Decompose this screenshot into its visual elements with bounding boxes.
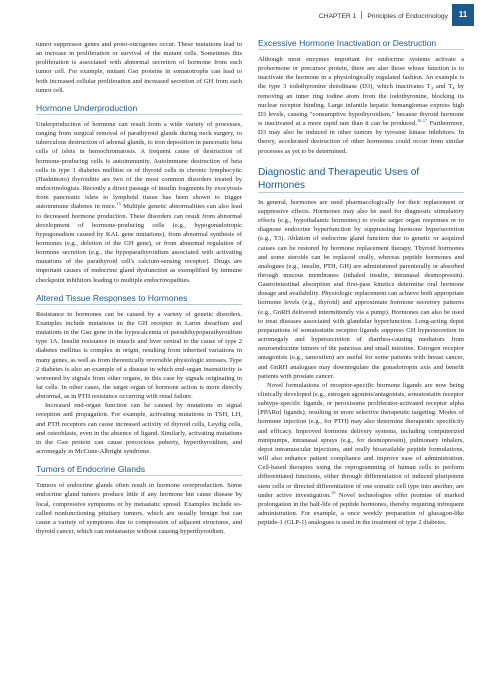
chapter-title: Principles of Endocrinology (367, 13, 448, 20)
header-separator (361, 11, 362, 19)
tumors-paragraph: Tumors of endocrine glands often result in hormone overproduction. Some endocrine gland tumors produce little if any hormone but cause disease by local, compressive symptoms or by metastatic spread. Examples include so-called nonfunctioning pituitary tumors, which are usually benign but can cause a variety of symptoms due to compression of adjacent structures, and thyroid cancer, which can metastasize without causing hyperthyroidism. (36, 482, 242, 536)
altered-tissue-paragraph-1: Resistance to hormones can be caused by a variety of genetic disorders. Examples include mutations in the GH receptor in Laron dwarfism and mutations in the Gsα gene in the hypocalcemia of pseudohypoparathyroidism type 1A. Insulin resistance in muscle and liver central to the cause of type 2 diabetes mellitus is complex in origin, resulting from inherited variations in many genes, as well as from theoretically reversible physiologic stresses. Type 2 diabetes is also an example of a disease in which end-organ insensitivity is worsened by signals from other organs, in this case by signals originating in fat cells. In other cases, the target organ of hormone action is more directly abnormal, as in PTH resistance occurring with renal failure. (36, 310, 242, 401)
section-heading-underproduction: Hormone Underproduction (36, 102, 138, 113)
inactivation-text-c: by removing an inner ring iodine atom from the iodothyronine, blocking its nuclear receptor binding. Large infantile hepatic hemangiomas express high D3 levels, causing "consumptive hypothyroidism," because thyroid hormone is inactivated at a more rapid rate than it can be produced. (258, 83, 464, 128)
reference-16-17[interactable]: 16,17 (416, 118, 428, 124)
inactivation-text-a: Although most enzymes important for endocrine systems activate a prohormone or precursor protein, there are also those whose function is to inactivate the hormone in a physiologically regulated fashion. An example is the type 3 iodothyronine deiodinase (D3), which inactivates T (258, 56, 464, 91)
section-rule (36, 114, 242, 115)
altered-tissue-paragraph-2: Increased end-organ function can be caused by mutations in signal reception and propagation. For example, activating mutations in TSH, LH, and PTH receptors can cause increased activity of thyroid cells, Leydig cells, and osteoblasts, even in the absence of ligand. Similarly, activating mutations in the Gsα protein can cause precocious puberty, hyperthyroidism, and acromegaly in McCune-Albright syndrome. (36, 402, 242, 456)
inactivation-text-b: and T (432, 83, 453, 91)
intro-paragraph: tumor suppressor genes and proto-oncogenes occur. These mutations lead to an increase in proliferation or survival of the mutant cells. Sometimes this proliferation is associated with abnormal secretion of hormone from each tumor cell. For example, mutant Gsα proteins in somatotrophs can lead to both increased cellular proliferation and increased secretion of GH from each tumor cell. (36, 41, 242, 94)
left-column (36, 40, 242, 536)
subscript-3: 3 (430, 85, 433, 91)
diagnostic-text-a: Novel formulations of receptor-specific hormone ligands are now being clinically developed (e.g., estrogen agonists/antagonists, somatostatin receptor subtype-specific ligands, or peroxisome proliferator-activated receptor alpha [PPARα] ligands), resulting in more selective therapeutic targeting. Modes of hormone injection (e.g., for PTH) may also determine therapeutic specificity and efficacy. Improved hormone delivery systems, including computerized minipumps, intranasal sprays (e.g., for desmopressin), pulmonary inhalers, depot intramuscular injections, and orally bioavailable peptide formulations, will also enhance patient compliance and improve ease of administration. Cell-based therapies using the reprogramming of human cells to perform differentiated functions, either through differentiation of induced pluripotent stem cells or directed differentiation of one somatic cell type into another, are under active investigation. (258, 381, 464, 499)
page-header (0, 0, 500, 34)
reference-18[interactable]: 18 (330, 489, 336, 495)
inactivation-paragraph (258, 55, 464, 156)
section-heading-diagnostic (258, 166, 464, 192)
diagnostic-heading-line-1: Diagnostic and Therapeutic Uses of (258, 166, 420, 178)
diagnostic-heading-line-2: Hormones (258, 179, 305, 191)
inactivation-text-d: Furthermore, D3 may also be induced in other tumors by tyrosine kinase inhibitors. In theory, accelerated destruction of other hormones could occur from similar processes as yet to be determined. (258, 120, 464, 155)
running-head (319, 11, 448, 20)
section-rule (258, 192, 464, 193)
underproduction-text-b: Multiple genetic abnormalities can also lead to decreased hormone production. These disorders can result from abnormal development of hormone-producing cells (e.g., hypogonadotropic hypogonadism caused by KAL gene mutations), from abnormal synthesis of hormones (e.g., deletion of the GH gene), or from abnormal regulation of hormone secretion (e.g., the hypoparathyroidism associated with activating mutations of the parathyroid cell's calcium-sensing receptor). Drugs are important causes of endocrine gland dysfunction as exemplified by immune checkpoint inhibitors leading to multiple endocrinopathies. (36, 203, 242, 284)
underproduction-text-a: Underproduction of hormone can result from a wide variety of processes, ranging from surgical removal of parathyroid glands during neck surgery, to tuberculous destruction of adrenal glands, to iron deposition in pancreatic beta cells of islets in hemochromatosis. A frequent cause of destruction of hormone-producing cells is autoimmunity. Autoimmune destruction of beta cells in type 1 diabetes mellitus or of thyroid cells in chronic lymphocytic (Hashimoto) thyroiditis are two of the most common disorders treated by endocrinologists. Recently a direct passage of insulin fragments by exocytosis from pancreatic islets to lymphoid tissue has been shown to trigger autoimmune diabetes in mice. (36, 120, 242, 211)
section-rule (36, 475, 242, 476)
diagnostic-paragraph-2 (258, 381, 464, 528)
chapter-label: CHAPTER 1 (318, 13, 357, 20)
diagnostic-paragraph-1: In general, hormones are used pharmacologically for their replacement or suppressive effects. Hormones may also be used for diagnostic stimulatory effects (e.g., hypothalamic hormones) to evoke target organ responses or to diagnose endocrine hyperfunction by suppressing hormone hypersecretion (e.g., T3). Ablation of endocrine gland function due to genetic or acquired causes can be restored by hormone replacement therapy. Thyroid hormones and some steroids can be replaced orally, whereas peptide hormones and analogues (e.g., insulin, PTH, GH) are administered parenterally or absorbed through mucous membranes (inhaled insulin, intranasal desmopressin). Gastrointestinal absorption and first-pass kinetics determine oral hormone dosage and availability. Physiologic replacement can achieve both appropriate hormone levels (e.g., thyroid) and approximate hormone secretory patterns (e.g., GnRH delivered intermittently via a pump). Hormones can also be used to treat diseases associated with glandular hyperfunction. Long-acting depot preparations of somatostatin receptor ligands suppress GH hypersecretion in acromegaly and hypersecretion of diarrhea-causing mediators from neuroendocrine tumors of the pancreas and small intestine. Estrogen receptor antagonists (e.g., tamoxifen) are useful for some patients with breast cancer, and GnRH analogues may downregulate the gonadotropin axis and benefit patients with prostate cancer. (258, 198, 464, 380)
underproduction-paragraph (36, 120, 242, 285)
section-heading-tumors: Tumors of Endocrine Glands (36, 464, 146, 475)
subscript-4: 4 (452, 85, 455, 91)
section-rule (36, 304, 242, 305)
diagnostic-text-b: Novel technologies offer promise of marked prolongation in the half-life of peptide hormones, thereby requiring infrequent administration. For example, a once weekly preparation of glucagon-like peptide-1 (GLP-1) analogues is used in the treatment of type 2 diabetes. (258, 491, 464, 527)
section-heading-altered-tissue: Altered Tissue Responses to Hormones (36, 292, 188, 303)
reference-15[interactable]: 15 (116, 201, 121, 207)
section-rule (258, 49, 464, 50)
section-heading-inactivation: Excessive Hormone Inactivation or Destruction (258, 38, 437, 48)
right-column (258, 40, 464, 527)
page-number: 11 (452, 4, 474, 26)
